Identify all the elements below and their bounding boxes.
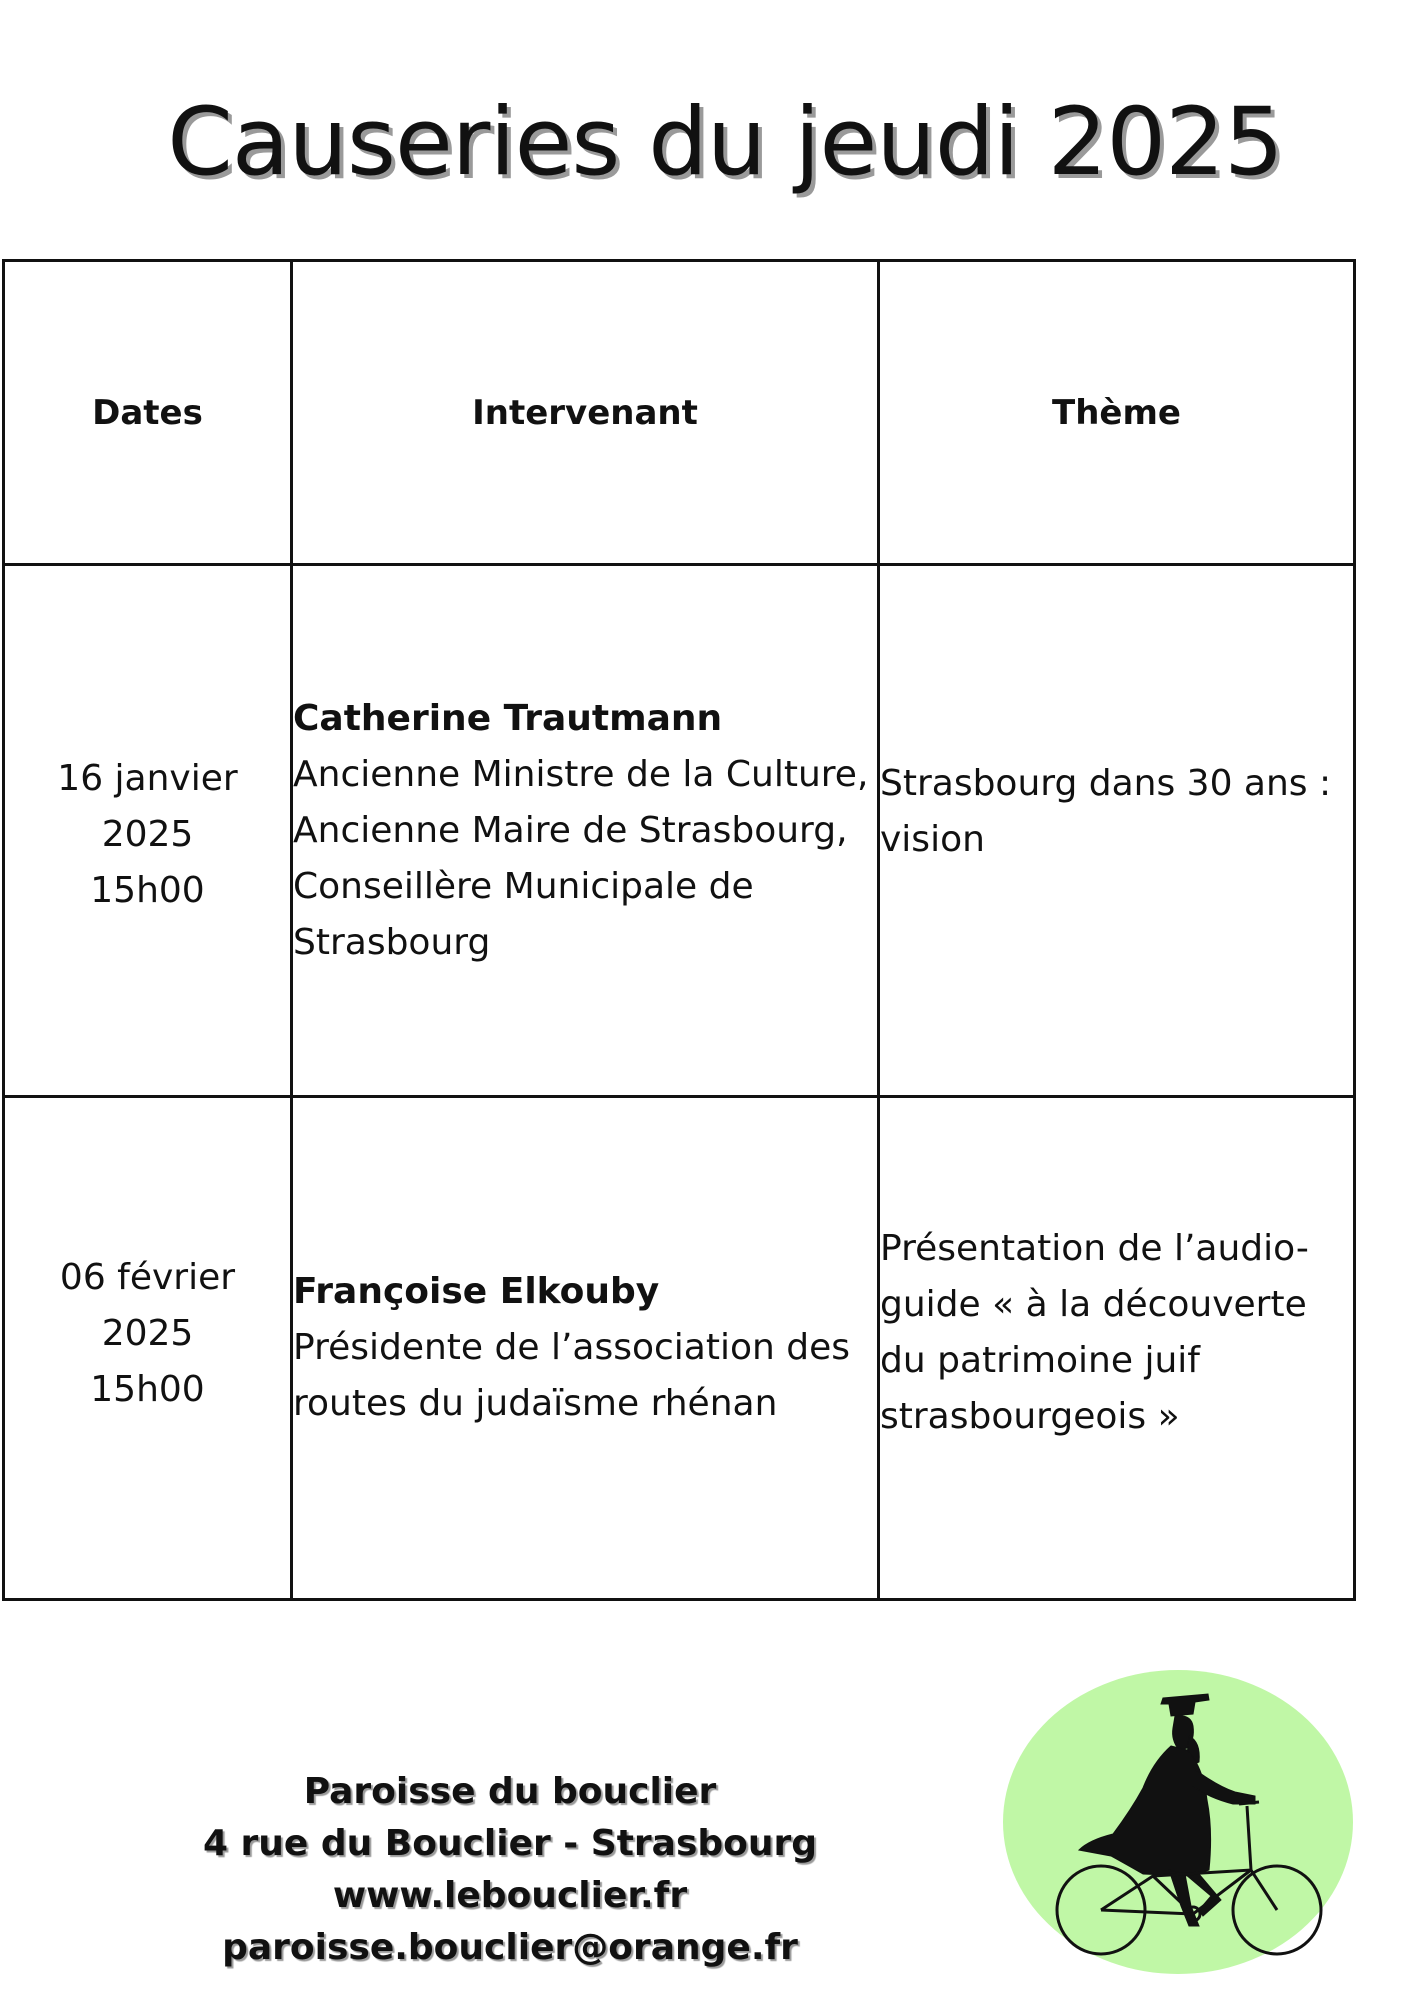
date-day: 16 janvier — [57, 757, 238, 799]
contact-footer — [150, 1766, 870, 1974]
date-day: 06 février — [59, 1257, 236, 1298]
speaker-cell — [292, 565, 879, 1097]
header-dates: Dates — [4, 261, 292, 565]
cyclist-silhouette-icon — [1003, 1670, 1353, 1975]
theme-cell: Présentation de l’audio-guide « à la découverte du patrimoine juif strasbourgeois » — [879, 1097, 1355, 1600]
table-row — [4, 1097, 1355, 1600]
date-cell — [4, 565, 292, 1097]
header-intervenant: Intervenant — [292, 261, 879, 565]
speaker-role: Ancienne Ministre de la Culture, Ancienne Maire de Strasbourg, Conseillère Municipale de Strasbourg — [293, 753, 869, 963]
speaker-role: Présidente de l’association des routes du judaïsme rhénan — [293, 1327, 851, 1424]
schedule-table — [2, 259, 1356, 1601]
speaker-name: Catherine Trautmann — [293, 697, 723, 739]
speaker-cell — [292, 1097, 879, 1600]
date-cell — [4, 1097, 292, 1600]
table-row — [4, 565, 1355, 1097]
date-time: 15h00 — [90, 869, 205, 911]
header-theme: Thème — [879, 261, 1355, 565]
parish-address: 4 rue du Bouclier - Strasbourg — [202, 1823, 818, 1864]
page-title-text: Causeries du jeudi 2025 — [167, 88, 1283, 197]
website-link[interactable]: www.lebouclier.fr — [332, 1875, 688, 1916]
date-time: 15h00 — [90, 1369, 205, 1410]
parish-name: Paroisse du bouclier — [303, 1771, 717, 1812]
speaker-name: Françoise Elkouby — [293, 1271, 660, 1312]
theme-cell: Strasbourg dans 30 ans : vision — [879, 565, 1355, 1097]
date-year: 2025 — [101, 1313, 194, 1354]
email-link[interactable]: paroisse.bouclier@orange.fr — [222, 1927, 798, 1968]
page-title — [0, 88, 1414, 197]
table-header-row — [4, 261, 1355, 565]
date-year: 2025 — [101, 813, 194, 855]
